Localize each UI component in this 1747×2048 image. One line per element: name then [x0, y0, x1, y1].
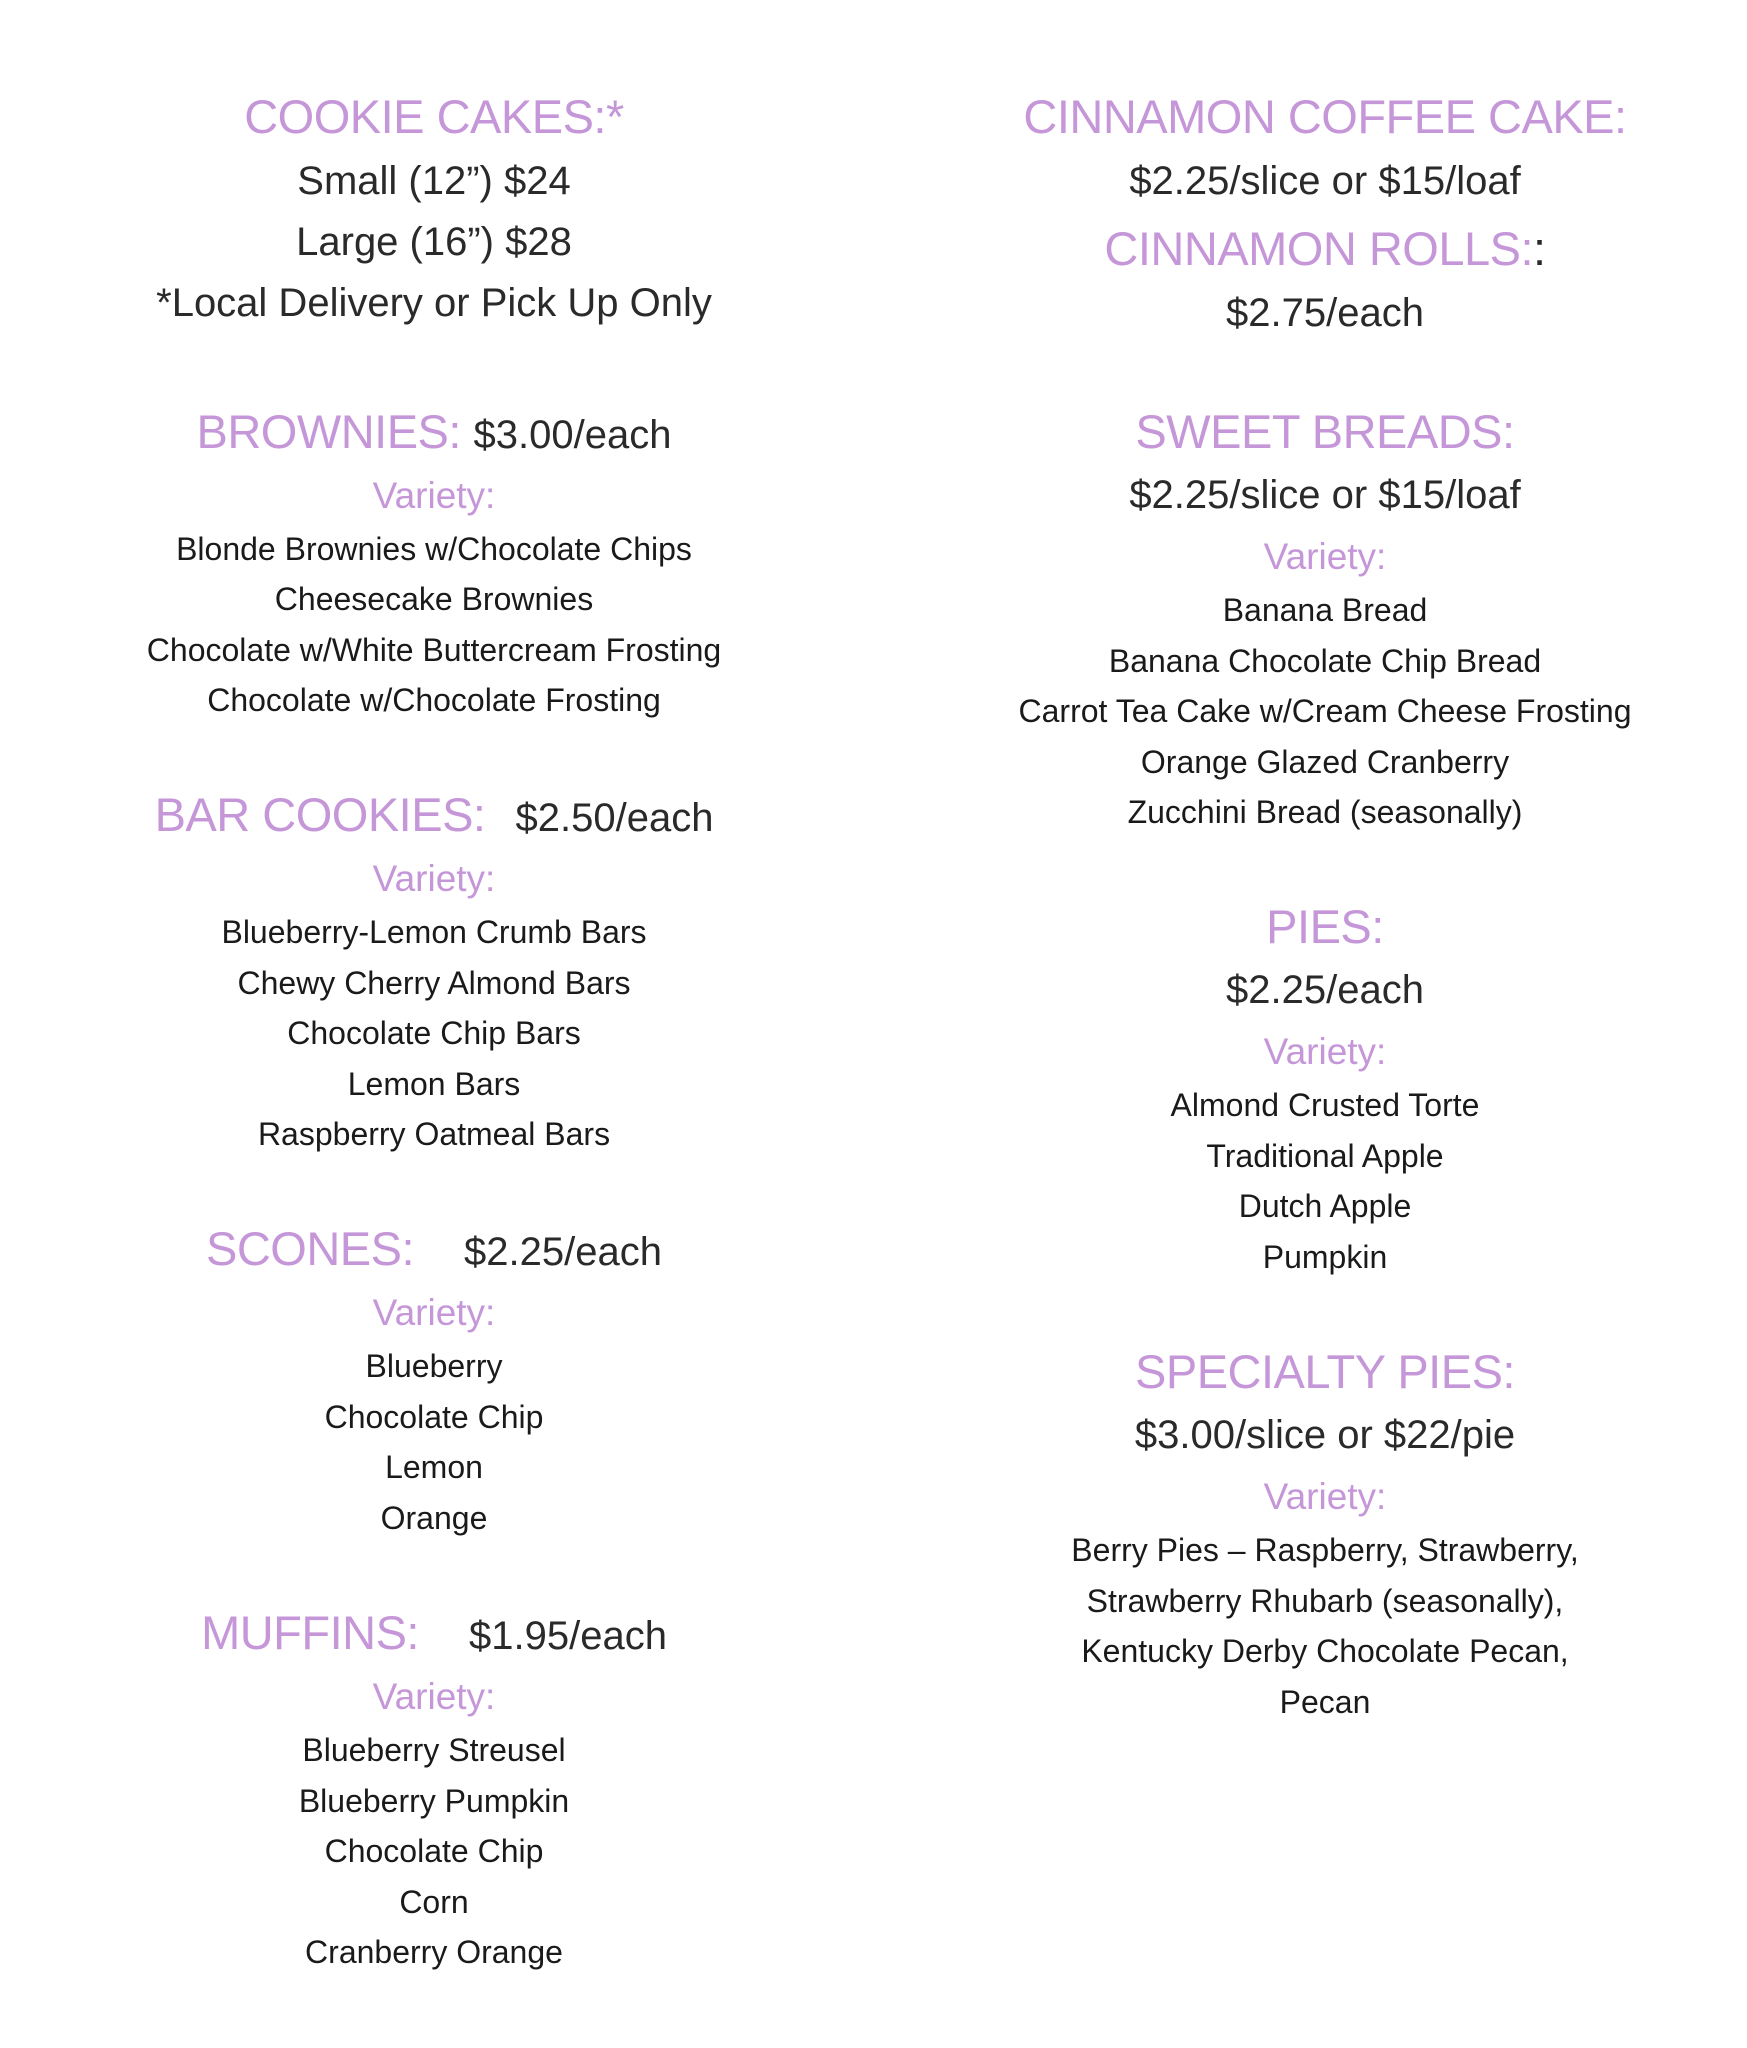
scones-item: Blueberry — [365, 1348, 503, 1384]
cinnamon-rolls-title: CINNAMON ROLLS: — [1104, 222, 1534, 275]
bar-cookies-variety-label: Variety: — [372, 858, 496, 899]
bar-cookies-item: Raspberry Oatmeal Bars — [257, 1116, 611, 1152]
scones-item: Chocolate Chip — [324, 1399, 544, 1435]
pies-item: Almond Crusted Torte — [1170, 1087, 1480, 1123]
brownies-item: Cheesecake Brownies — [274, 581, 594, 617]
muffins-variety-label: Variety: — [372, 1676, 496, 1717]
coffee-cake-heading: CINNAMON COFFEE CAKE: — [1023, 90, 1627, 143]
bar-cookies-heading — [110, 788, 758, 845]
specialty-pies-item: Strawberry Rhubarb (seasonally), — [1086, 1583, 1564, 1619]
scones-price: $2.25/each — [464, 1230, 662, 1274]
brownies-item: Chocolate w/Chocolate Frosting — [207, 682, 661, 718]
brownies-heading — [110, 405, 758, 462]
specialty-pies-heading: SPECIALTY PIES: — [1135, 1345, 1515, 1398]
bar-cookies-title: BAR COOKIES: — [154, 788, 486, 841]
cookie-cakes-note: *Local Delivery or Pick Up Only — [156, 281, 712, 325]
specialty-pies-item: Kentucky Derby Chocolate Pecan, — [1081, 1633, 1569, 1669]
sweet-breads-item: Banana Chocolate Chip Bread — [1108, 643, 1542, 679]
bar-cookies-item: Blueberry-Lemon Crumb Bars — [221, 914, 647, 950]
brownies-price: $3.00/each — [473, 413, 672, 457]
specialty-pies-item: Pecan — [1279, 1684, 1371, 1720]
specialty-pies-price: $3.00/slice or $22/pie — [1134, 1413, 1516, 1457]
muffins-item: Blueberry Streusel — [302, 1732, 566, 1768]
pies-heading: PIES: — [1266, 900, 1384, 953]
scones-item: Lemon — [385, 1449, 483, 1485]
sweet-breads-item: Orange Glazed Cranberry — [1140, 744, 1510, 780]
cookie-cakes-line: Large (16”) $28 — [296, 220, 572, 264]
brownies-variety-label: Variety: — [372, 475, 496, 516]
sweet-breads-heading: SWEET BREADS: — [1135, 405, 1515, 458]
brownies-item: Blonde Brownies w/Chocolate Chips — [176, 531, 692, 567]
bar-cookies-item: Chewy Cherry Almond Bars — [237, 965, 631, 1001]
coffee-cake-price: $2.25/slice or $15/loaf — [1129, 159, 1521, 203]
cookie-cakes-heading: COOKIE CAKES:* — [244, 90, 624, 143]
pies-item: Dutch Apple — [1238, 1188, 1412, 1224]
muffins-title: MUFFINS: — [201, 1606, 419, 1659]
cookie-cakes-line: Small (12”) $24 — [297, 159, 571, 203]
cinnamon-rolls-title-suffix: : — [1533, 222, 1546, 275]
muffins-item: Blueberry Pumpkin — [298, 1783, 570, 1819]
bar-cookies-item: Lemon Bars — [347, 1066, 521, 1102]
scones-heading — [110, 1222, 758, 1279]
pies-item: Traditional Apple — [1206, 1138, 1444, 1174]
brownies-title: BROWNIES: — [196, 405, 461, 458]
specialty-pies-variety-label: Variety: — [1263, 1476, 1387, 1517]
sweet-breads-variety-label: Variety: — [1263, 536, 1387, 577]
pies-variety-label: Variety: — [1263, 1031, 1387, 1072]
muffins-item: Chocolate Chip — [324, 1833, 544, 1869]
pies-price: $2.25/each — [1226, 968, 1424, 1012]
cinnamon-rolls-price: $2.75/each — [1226, 291, 1424, 335]
muffins-price: $1.95/each — [468, 1614, 667, 1658]
brownies-item: Chocolate w/White Buttercream Frosting — [146, 632, 722, 668]
sweet-breads-price: $2.25/slice or $15/loaf — [1129, 473, 1521, 517]
bar-cookies-item: Chocolate Chip Bars — [287, 1015, 581, 1051]
cinnamon-rolls-heading — [985, 222, 1665, 276]
bar-cookies-price: $2.50/each — [515, 796, 714, 840]
scones-item: Orange — [380, 1500, 488, 1536]
muffins-item: Cranberry Orange — [305, 1934, 563, 1970]
muffins-item: Corn — [399, 1884, 469, 1920]
muffins-heading — [110, 1606, 758, 1663]
sweet-breads-item: Zucchini Bread (seasonally) — [1127, 794, 1523, 830]
specialty-pies-item: Berry Pies – Raspberry, Strawberry, — [1071, 1532, 1579, 1568]
sweet-breads-item: Carrot Tea Cake w/Cream Cheese Frosting — [1018, 693, 1632, 729]
pies-item: Pumpkin — [1262, 1239, 1388, 1275]
scones-variety-label: Variety: — [372, 1292, 496, 1333]
scones-title: SCONES: — [206, 1222, 415, 1275]
sweet-breads-item: Banana Bread — [1222, 592, 1428, 628]
